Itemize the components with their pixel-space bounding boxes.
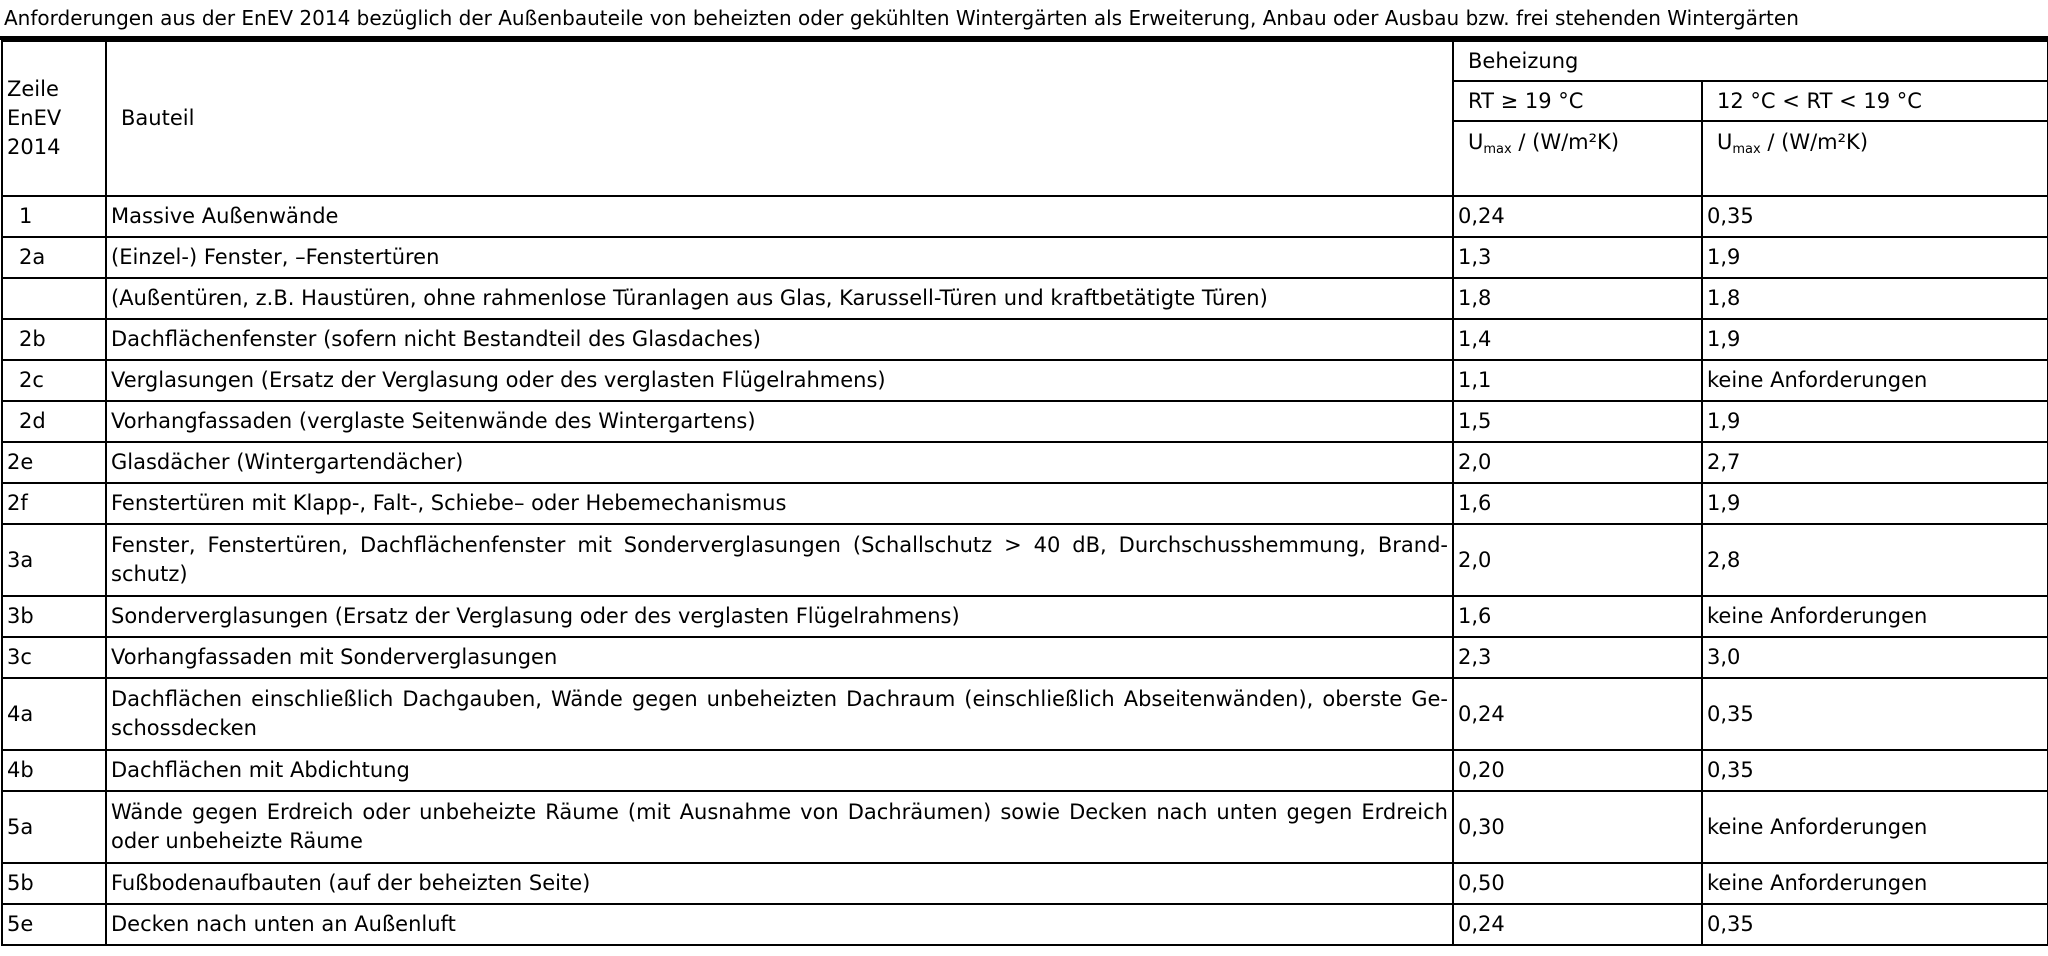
- cell-bauteil: Fußbodenaufbauten (auf der beheizten Seite): [106, 863, 1453, 904]
- cell-umax-rt19: 0,30: [1453, 791, 1702, 863]
- table-row: [2, 791, 2048, 863]
- header-range-high: RT ≥ 19 °C: [1453, 81, 1702, 121]
- cell-umax-rt19: 0,24: [1453, 196, 1702, 237]
- cell-umax-rt19: 1,8: [1453, 278, 1702, 319]
- table-row: [2, 237, 2048, 278]
- header-bauteil: Bauteil: [106, 41, 1453, 196]
- cell-bauteil: Fenster, Fenstertüren, Dachflächenfenster mit Sonderverglasungen (Schallschutz > 40 dB, Durchschusshemmung, Brand-schutz): [106, 524, 1453, 596]
- cell-bauteil: Dachflächenfenster (sofern nicht Bestandteil des Glasdaches): [106, 319, 1453, 360]
- cell-bauteil: Wände gegen Erdreich oder unbeheizte Räume (mit Ausnahme von Dachräumen) sowie Decken nach unten gegen Erdreich oder unbeheizte Räume: [106, 791, 1453, 863]
- cell-umax-rt12: 1,9: [1702, 401, 2048, 442]
- cell-bauteil: (Einzel-) Fenster, –Fenstertüren: [106, 237, 1453, 278]
- header-unit-low: [1702, 121, 2048, 196]
- cell-umax-rt19: 1,6: [1453, 483, 1702, 524]
- cell-umax-rt19: 1,3: [1453, 237, 1702, 278]
- cell-bauteil: Decken nach unten an Außenluft: [106, 904, 1453, 945]
- cell-umax-rt12: keine Anforderungen: [1702, 863, 2048, 904]
- table-row: [2, 319, 2048, 360]
- cell-zeile: 5a: [2, 791, 106, 863]
- cell-umax-rt12: 2,8: [1702, 524, 2048, 596]
- table-row: [2, 596, 2048, 637]
- cell-umax-rt12: keine Anforderungen: [1702, 596, 2048, 637]
- cell-zeile: 3c: [2, 637, 106, 678]
- header-zeile-line3: 2014: [7, 135, 61, 159]
- cell-bauteil: Sonderverglasungen (Ersatz der Verglasung oder des verglasten Flügelrahmens): [106, 596, 1453, 637]
- requirements-table: [1, 40, 2048, 946]
- cell-zeile: 2c: [2, 360, 106, 401]
- header-range-low: 12 °C < RT < 19 °C: [1702, 81, 2048, 121]
- cell-umax-rt19: 0,20: [1453, 750, 1702, 791]
- cell-umax-rt19: 0,50: [1453, 863, 1702, 904]
- table-title: Anforderungen aus der EnEV 2014 bezüglich der Außenbauteile von beheizten oder gekühlten Wintergärten als Erweiterung, Anbau oder Ausbau bzw. frei stehenden Wintergärten: [0, 0, 2048, 40]
- u-subscript: max: [1732, 142, 1761, 157]
- cell-umax-rt19: 1,4: [1453, 319, 1702, 360]
- table-row: [2, 360, 2048, 401]
- cell-zeile: 5b: [2, 863, 106, 904]
- table-row: [2, 442, 2048, 483]
- cell-bauteil: Glasdächer (Wintergartendächer): [106, 442, 1453, 483]
- table-row: [2, 278, 2048, 319]
- table-row: [2, 904, 2048, 945]
- cell-umax-rt19: 1,5: [1453, 401, 1702, 442]
- cell-zeile: 2f: [2, 483, 106, 524]
- header-zeile-line2: EnEV: [7, 106, 62, 130]
- cell-umax-rt19: 2,0: [1453, 442, 1702, 483]
- table-row: [2, 401, 2048, 442]
- cell-umax-rt12: 0,35: [1702, 196, 2048, 237]
- cell-umax-rt19: 0,24: [1453, 904, 1702, 945]
- header-zeile: [2, 41, 106, 196]
- cell-umax-rt12: 3,0: [1702, 637, 2048, 678]
- cell-umax-rt12: 0,35: [1702, 750, 2048, 791]
- cell-bauteil: Fenstertüren mit Klapp-, Falt-, Schiebe– oder Hebemechanismus: [106, 483, 1453, 524]
- cell-umax-rt12: 1,9: [1702, 237, 2048, 278]
- cell-umax-rt12: 1,9: [1702, 483, 2048, 524]
- cell-zeile: [2, 278, 106, 319]
- table-row: [2, 196, 2048, 237]
- cell-bauteil: (Außentüren, z.B. Haustüren, ohne rahmenlose Türanlagen aus Glas, Karussell-Türen und kraftbetätigte Türen): [106, 278, 1453, 319]
- cell-zeile: 4b: [2, 750, 106, 791]
- cell-umax-rt19: 2,3: [1453, 637, 1702, 678]
- cell-umax-rt12: 0,35: [1702, 678, 2048, 750]
- cell-umax-rt19: 1,1: [1453, 360, 1702, 401]
- u-unit: / (W/m²K): [1767, 130, 1869, 154]
- cell-zeile: 2d: [2, 401, 106, 442]
- table-row: [2, 637, 2048, 678]
- cell-umax-rt12: 1,9: [1702, 319, 2048, 360]
- cell-umax-rt19: 0,24: [1453, 678, 1702, 750]
- table-row: [2, 678, 2048, 750]
- cell-umax-rt12: keine Anforderungen: [1702, 791, 2048, 863]
- cell-zeile: 2b: [2, 319, 106, 360]
- u-symbol: U: [1717, 130, 1733, 154]
- cell-bauteil: Verglasungen (Ersatz der Verglasung oder des verglasten Flügelrahmens): [106, 360, 1453, 401]
- cell-zeile: 5e: [2, 904, 106, 945]
- header-zeile-line1: Zeile: [7, 77, 59, 101]
- u-subscript: max: [1483, 142, 1512, 157]
- header-unit-high: [1453, 121, 1702, 196]
- cell-umax-rt12: 0,35: [1702, 904, 2048, 945]
- cell-zeile: 2e: [2, 442, 106, 483]
- cell-zeile: 3b: [2, 596, 106, 637]
- cell-bauteil: Massive Außenwände: [106, 196, 1453, 237]
- cell-umax-rt19: 1,6: [1453, 596, 1702, 637]
- table-row: [2, 524, 2048, 596]
- cell-bauteil: Vorhangfassaden mit Sonderverglasungen: [106, 637, 1453, 678]
- cell-zeile: 3a: [2, 524, 106, 596]
- cell-umax-rt12: keine Anforderungen: [1702, 360, 2048, 401]
- cell-bauteil: Dachflächen mit Abdichtung: [106, 750, 1453, 791]
- table-row: [2, 750, 2048, 791]
- cell-zeile: 2a: [2, 237, 106, 278]
- table-row: [2, 483, 2048, 524]
- u-symbol: U: [1468, 130, 1484, 154]
- header-beheizung: Beheizung: [1453, 41, 2048, 81]
- cell-umax-rt12: 2,7: [1702, 442, 2048, 483]
- cell-umax-rt19: 2,0: [1453, 524, 1702, 596]
- cell-umax-rt12: 1,8: [1702, 278, 2048, 319]
- header-row-beheizung: [2, 41, 2048, 81]
- cell-bauteil: Vorhangfassaden (verglaste Seitenwände des Wintergartens): [106, 401, 1453, 442]
- cell-zeile: 1: [2, 196, 106, 237]
- table-row: [2, 863, 2048, 904]
- u-unit: / (W/m²K): [1518, 130, 1620, 154]
- cell-zeile: 4a: [2, 678, 106, 750]
- cell-bauteil: Dachflächen einschließlich Dachgauben, Wände gegen unbeheizten Dachraum (einschließlich Abseitenwänden), oberste Ge-schossdecken: [106, 678, 1453, 750]
